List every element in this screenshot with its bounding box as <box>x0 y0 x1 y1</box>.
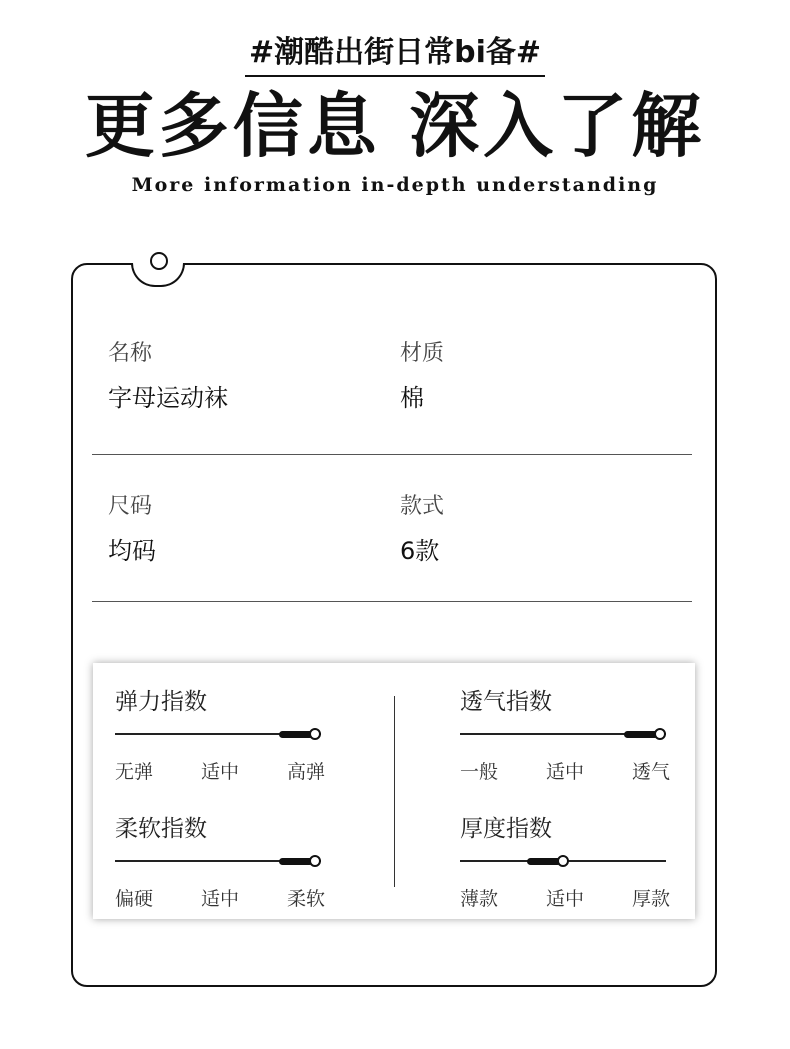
scale-high: 高弹 <box>287 761 326 783</box>
panel-separator <box>394 696 395 887</box>
card-hanger-hole <box>150 252 168 270</box>
level-slider <box>460 727 672 741</box>
scale-mid: 适中 <box>546 761 585 783</box>
main-title: 更多信息 深入了解 <box>84 85 706 167</box>
page-header <box>0 0 790 220</box>
name-value: 字母运动袜 <box>108 384 228 412</box>
slider-knob <box>654 728 666 740</box>
metric-title: 柔软指数 <box>115 816 207 842</box>
metric-title: 弹力指数 <box>115 689 207 715</box>
metric-breathability <box>460 683 674 793</box>
metric-softness <box>115 810 329 920</box>
slider-knob <box>309 855 321 867</box>
style-label: 款式 <box>400 494 445 519</box>
index-panel <box>93 663 695 919</box>
scale-low: 薄款 <box>460 888 499 910</box>
scale-mid: 适中 <box>201 888 240 910</box>
style-value: 6款 <box>400 537 440 565</box>
level-slider <box>460 854 672 868</box>
scale-high: 柔软 <box>287 888 326 910</box>
hashtag-title <box>0 33 790 77</box>
slider-fill <box>279 731 313 738</box>
scale-mid: 适中 <box>201 761 240 783</box>
name-label: 名称 <box>108 341 153 366</box>
slider-fill <box>624 731 658 738</box>
material-label: 材质 <box>400 341 445 366</box>
english-subtitle: More information in-depth understanding <box>131 174 659 196</box>
metric-title: 厚度指数 <box>460 816 552 842</box>
slider-knob <box>557 855 569 867</box>
slider-fill <box>279 858 313 865</box>
scale-low: 无弹 <box>115 761 154 783</box>
material-value: 棉 <box>400 384 424 412</box>
level-slider <box>115 727 327 741</box>
hashtag-text: #潮酷出街日常bi备# <box>245 33 545 77</box>
scale-low: 一般 <box>460 761 499 783</box>
metric-elasticity <box>115 683 329 793</box>
scale-high: 厚款 <box>632 888 671 910</box>
scale-low: 偏硬 <box>115 888 154 910</box>
spec-divider-1 <box>92 454 692 455</box>
size-value: 均码 <box>108 537 156 565</box>
slider-knob <box>309 728 321 740</box>
metric-title: 透气指数 <box>460 689 552 715</box>
metric-thickness <box>460 810 674 920</box>
scale-high: 透气 <box>632 761 671 783</box>
scale-mid: 适中 <box>546 888 585 910</box>
size-label: 尺码 <box>108 494 153 519</box>
spec-divider-2 <box>92 601 692 602</box>
slider-fill <box>527 858 561 865</box>
level-slider <box>115 854 327 868</box>
